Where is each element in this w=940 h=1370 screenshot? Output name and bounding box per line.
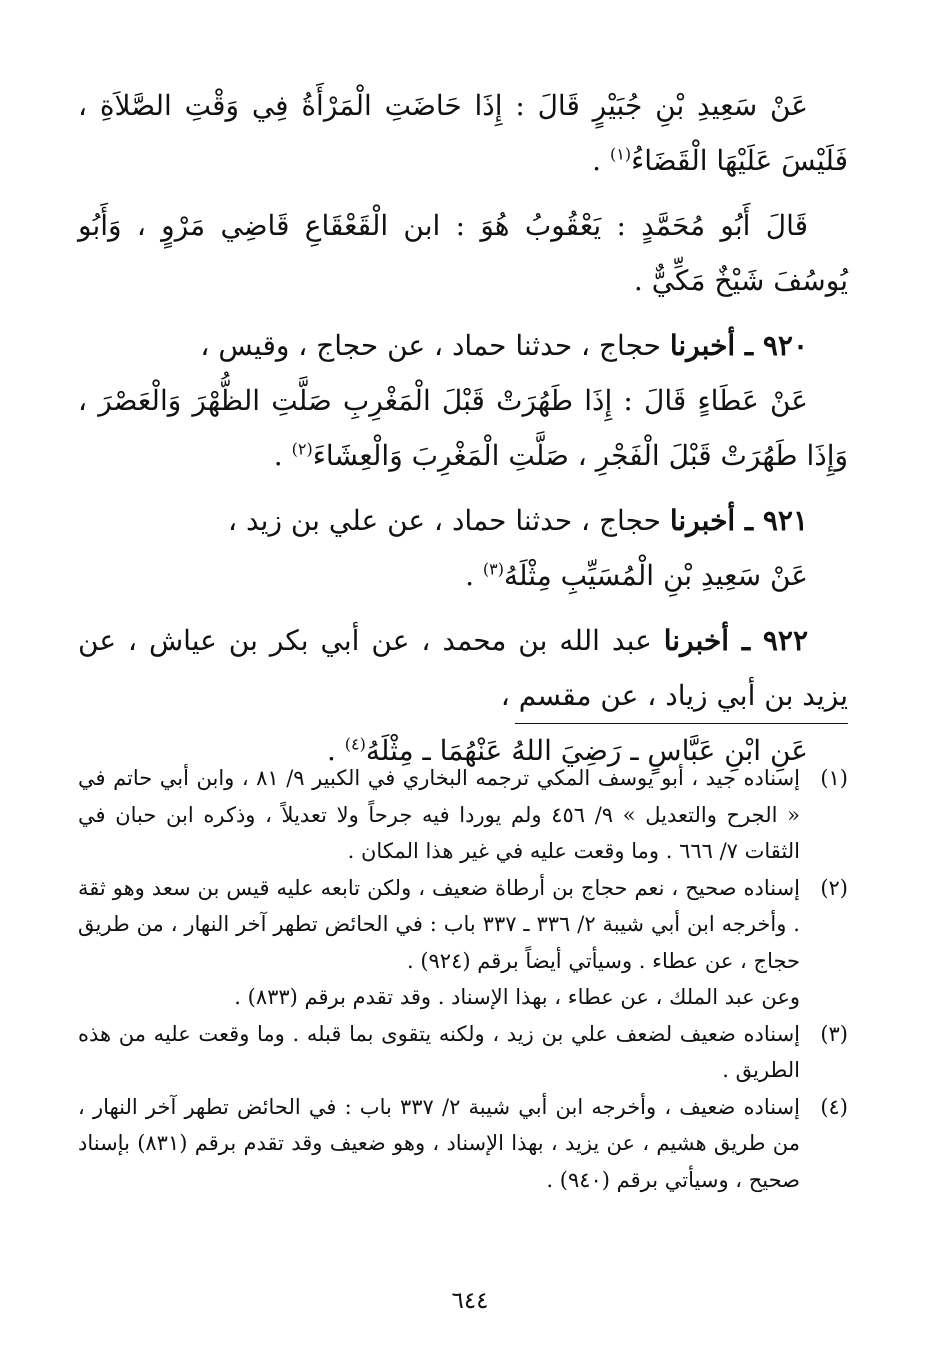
footnote-text-continued: وعن عبد الملك ، عن عطاء ، بهذا الإسناد . وقد تقدم برقم (٨٣٣) .	[234, 985, 800, 1009]
footnote-number: (٣)	[820, 1021, 848, 1046]
footnote-4	[78, 1089, 848, 1199]
footnote-separator	[515, 723, 848, 724]
footnote-text: إسناده صحيح ، نعم حجاج بن أرطاة ضعيف ، ولكن تابعه عليه قيس بن سعد وهو ثقة . وأخرجه ابن أبي شيبة ٢/ ٣٣٦ ـ ٣٣٧ باب : في الحائض تطهر آخر النهار ، من طريق حجاج ، عن عطاء . وسيأتي أيضاً برقم (٩٢٤) .	[78, 875, 800, 973]
hadith-921-chain: ٩٢١ ـ أخبرنا حجاج ، حدثنا حماد ، عن علي بن زيد ،	[228, 504, 808, 537]
footnote-text: إسناده ضعيف ، وأخرجه ابن أبي شيبة ٢/ ٣٣٧ باب : في الحائض تطهر آخر النهار ، من طريق هشيم ، عن يزيد ، بهذا الإسناد ، وهو ضعيف وقد تقدم برقم (٨٣١) بإسناد صحيح ، وسيأتي برقم (٩٤٠) .	[78, 1094, 800, 1192]
footnote-3	[78, 1016, 848, 1089]
hadith-921-text: عَنْ سَعِيدِ بْنِ الْمُسَيِّبِ مِثْلَهُ$^{(٣)}$ .	[465, 559, 808, 592]
footnote-1	[78, 760, 848, 870]
hadith-number-921: ٩٢١ ـ أخبرنا	[669, 504, 808, 537]
footnote-text: إسناده ضعيف لضعف علي بن زيد ، ولكنه يتقوى بما قبله . وما وقعت عليه من هذه الطريق .	[78, 1021, 800, 1082]
paragraph-said-ibn-jubayr: عَنْ سَعِيدِ بْنِ جُبَيْرٍ قَالَ : إِذَا حَاضَتِ الْمَرْأَةُ فِي وَقْتِ الصَّلاَةِ ، فَلَيْسَ عَلَيْهَا الْقَضَاءُ$^{(١)}$ .	[78, 89, 848, 177]
footnote-ref-1[interactable]: (١)	[609, 144, 632, 164]
page-number: ٦٤٤	[451, 1288, 489, 1314]
footnote-number: (٤)	[820, 1094, 848, 1119]
main-text	[78, 78, 848, 778]
footnote-number: (١)	[820, 766, 848, 790]
footnote-number: (٢)	[820, 875, 848, 900]
footnote-2	[78, 870, 848, 1016]
footnotes	[78, 760, 848, 1198]
footnote-text: إسناده جيد ، أبو يوسف المكي ترجمه البخاري في الكبير ٩/ ٨١ ، وابن أبي حاتم في « الجرح والتعديل » ٩/ ٤٥٦ ولم يوردا فيه جرحاً ولا تعديلاً ، وذكره ابن حبان في الثقات ٧/ ٦٦٦ . وما وقعت عليه في غير هذا المكان .	[78, 766, 801, 863]
footnote-ref-2[interactable]: (٢)	[291, 439, 313, 459]
hadith-920-text: عَنْ عَطَاءٍ قَالَ : إِذَا طَهُرَتْ قَبْلَ الْمَغْرِبِ صَلَّتِ الظُّهْرَ وَالْعَصْرَ ، وَإِذَا طَهُرَتْ قَبْلَ الْفَجْرِ ، صَلَّتِ الْمَغْرِبَ وَالْعِشَاءَ$^{(٢)}$ .	[78, 384, 848, 472]
hadith-number-922: ٩٢٢ ـ أخبرنا	[663, 624, 808, 657]
hadith-922-text: عَنِ ابْنِ عَبَّاسٍ ـ رَضِيَ اللهُ عَنْهُمَا ـ مِثْلَهُ$^{(٤)}$ .	[326, 734, 808, 767]
footnote-ref-4[interactable]: (٤)	[344, 734, 366, 754]
hadith-920-chain: ٩٢٠ ـ أخبرنا حجاج ، حدثنا حماد ، عن حجاج ، وقيس ،	[200, 329, 808, 362]
footnote-ref-3[interactable]: (٣)	[482, 559, 504, 579]
hadith-number-920: ٩٢٠ ـ أخبرنا	[669, 329, 808, 362]
hadith-922-chain: ٩٢٢ ـ أخبرنا عبد الله بن محمد ، عن أبي بكر بن عياش ، عن يزيد بن أبي زياد ، عن مقسم ،	[78, 624, 848, 712]
paragraph-abu-muhammad: قَالَ أَبُو مُحَمَّدٍ : يَعْقُوبُ هُوَ : ابن الْقَعْقَاعِ قَاضِي مَرْوٍ ، وَأَبُو يُوسُفَ شَيْخٌ مَكِّيٌّ .	[78, 209, 848, 297]
